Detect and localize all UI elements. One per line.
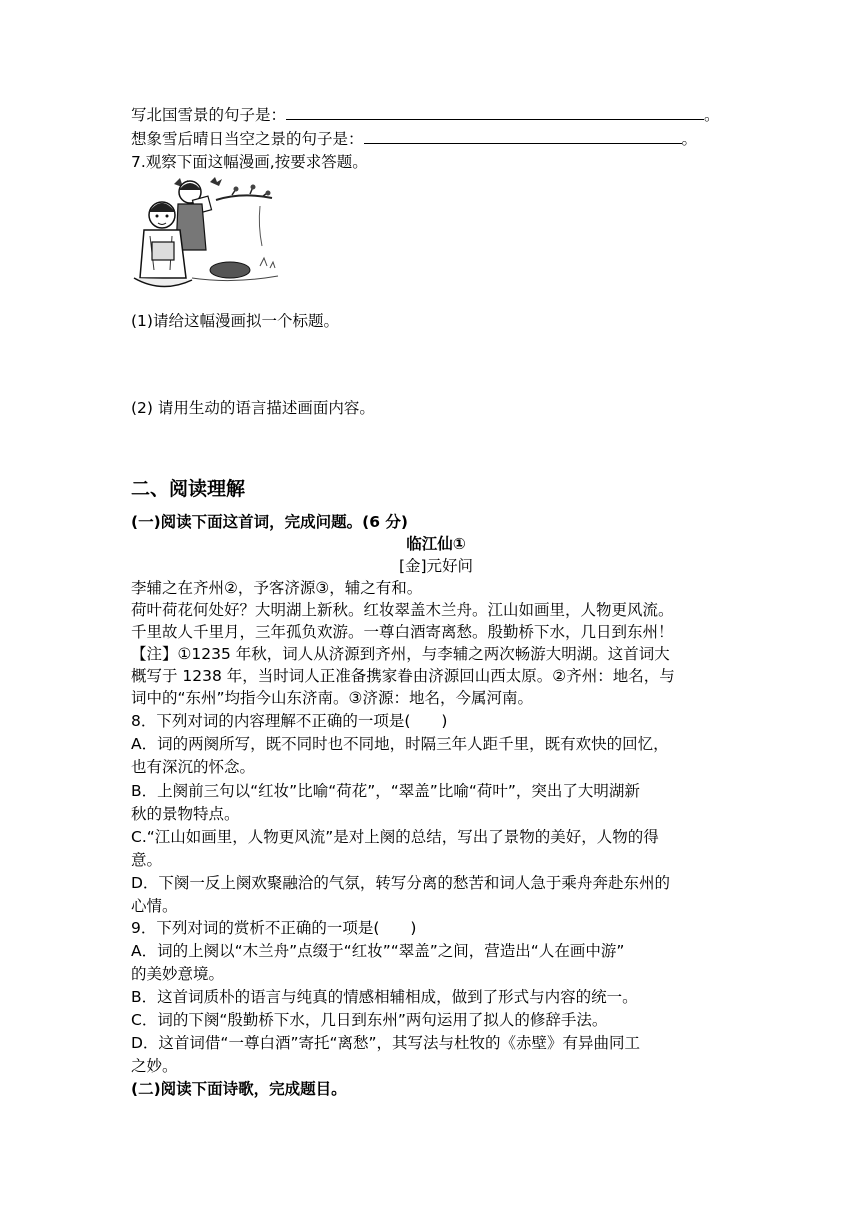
q9-option-line: B．这首词质朴的语言与纯真的情感相辅相成，做到了形式与内容的统一。 (131, 988, 638, 1006)
q6-line2-label: 想象雪后晴日当空之景的句子是： (131, 130, 364, 148)
q6-line2 (131, 128, 741, 150)
q8-stem: 8．下列对词的内容理解不正确的一项是( ) (131, 712, 448, 730)
poem-line-2: 千里故人千里月，三年孤负欢游。一尊白酒寄离愁。殷勤桥下水，几日到东州！ (131, 623, 674, 641)
q7-sub1: (1)请给这幅漫画拟一个标题。 (131, 312, 339, 330)
q8-option-line: D．下阕一反上阕欢聚融洽的气氛，转写分离的愁苦和词人急于乘舟奔赴东州的 (131, 874, 670, 892)
q8-option-line: B．上阕前三句以“红妆”比喻“荷花”，“翠盖”比喻“荷叶”，突出了大明湖新 (131, 782, 640, 800)
q8-option-line: 意。 (131, 851, 163, 869)
poem-line-1: 荷叶荷花何处好？大明湖上新秋。红妆翠盖木兰舟。江山如画里，人物更风流。 (131, 601, 674, 619)
q8-option-line: 秋的景物特点。 (131, 805, 240, 823)
q7-sub2: (2) 请用生动的语言描述画面内容。 (131, 399, 375, 417)
note-line: 概写于 1238 年，当时词人正准备携家眷由济源回山西太原。②齐州：地名，与 (131, 667, 675, 685)
poem-author: [金]元好问 (398, 557, 474, 575)
part2-heading: (二)阅读下面诗歌，完成题目。 (131, 1080, 347, 1098)
answer-blank-1[interactable] (286, 104, 704, 120)
q9-option-line: 的美妙意境。 (131, 965, 225, 983)
q6-line1 (131, 104, 741, 126)
q6-line2-end: 。 (681, 130, 698, 148)
poem-title: 临江仙① (406, 535, 466, 553)
q9-option-line: D．这首词借“一尊白酒”寄托“离愁”，其写法与杜牧的《赤壁》有异曲同工 (131, 1034, 641, 1052)
q9-option-line: 之妙。 (131, 1057, 178, 1075)
q7-prompt: 7.观察下面这幅漫画,按要求答题。 (131, 153, 368, 171)
section2-title: 二、阅读理解 (131, 478, 246, 500)
q9-option-line: A．词的上阕以“木兰舟”点缀于“红妆”“翠盖”之间，营造出“人在画中游” (131, 942, 625, 960)
q6-line1-end: 。 (704, 106, 720, 124)
poem-preface: 李辅之在齐州②，予客济源③，辅之有和。 (131, 579, 423, 597)
answer-blank-2[interactable] (364, 128, 682, 144)
q8-option-line: 心情。 (131, 897, 178, 915)
part1-heading: (一)阅读下面这首词，完成问题。(6 分) (131, 513, 409, 531)
q9-option-line: C．词的下阕“殷勤桥下水，几日到东州”两句运用了拟人的修辞手法。 (131, 1011, 608, 1029)
note-line: 词中的“东州”均指今山东济南。③济源：地名，今属河南。 (131, 689, 533, 707)
q6-line1-label: 写北国雪景的句子是： (131, 106, 287, 124)
butterfly-icon (210, 177, 222, 186)
q8-option-line: A．词的两阕所写，既不同时也不同地，时隔三年人距千里，既有欢快的回忆， (131, 735, 669, 753)
q9-stem: 9．下列对词的赏析不正确的一项是( ) (131, 919, 417, 937)
cartoon-illustration (132, 170, 282, 298)
q8-option-line: C.“江山如画里，人物更风流”是对上阕的总结，写出了景物的美好，人物的得 (131, 828, 659, 846)
q8-option-line: 也有深沉的怀念。 (131, 758, 256, 776)
note-line: 【注】①1235 年秋，词人从济源到齐州，与李辅之两次畅游大明湖。这首词大 (131, 645, 670, 663)
